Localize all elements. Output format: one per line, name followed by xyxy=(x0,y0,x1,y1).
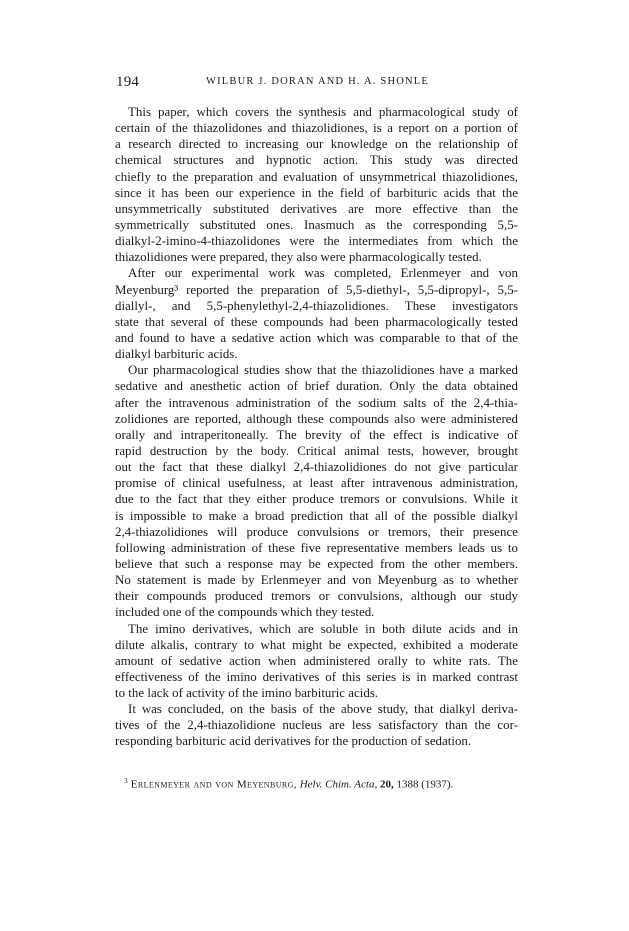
text-line: unsymmetrically substituted derivatives are more effective than the xyxy=(115,201,518,216)
text-line: since it has been our experience in the field of barbituric acids that the xyxy=(115,185,518,200)
text-line: After our experimental work was completed, Erlenmeyer and von xyxy=(128,266,518,281)
text-line: out the fact that these dialkyl 2,4-thiazolidiones do not give particular xyxy=(115,460,518,475)
text-line: dialkyl-2-imino-4-thiazolidones were the intermediates from which the xyxy=(115,234,518,249)
text-line: chemical structures and hypnotic action. This study was directed xyxy=(115,153,518,168)
text-line: dialkyl barbituric acids. xyxy=(115,347,238,362)
text-line: Our pharmacological studies show that the thiazolidiones have a marked xyxy=(128,363,518,378)
text-line: a research directed to increasing our knowledge on the relationship of xyxy=(115,137,518,152)
paragraph xyxy=(115,621,518,702)
text-line: No statement is made by Erlenmeyer and von Meyenburg as to whether xyxy=(115,573,518,588)
footnote-authors: Erlenmeyer and von Meyenburg, xyxy=(130,778,297,791)
footnote-pages-year: 1388 (1937). xyxy=(396,778,454,791)
page-header xyxy=(116,74,516,92)
text-line: chiefly to the preparation and evaluation of unsymmetrical thiazolidiones, xyxy=(115,169,518,184)
paragraph xyxy=(115,362,518,620)
text-line: diallyl-, and 5,5-phenylethyl-2,4-thiazolidiones. These investigators xyxy=(115,298,518,313)
text-line: amount of sedative action when administered orally to white rats. The xyxy=(115,653,518,668)
text-line: state that several of these compounds had been pharmacologically tested xyxy=(115,314,518,329)
text-line: symmetrically substituted ones. Inasmuch as the corresponding 5,5- xyxy=(115,217,518,232)
text-line: tives of the 2,4-thiazolidione nucleus are less satisfactory than the cor- xyxy=(115,718,518,733)
text-line: thiazolidiones were prepared, they also were pharmacologically tested. xyxy=(115,250,482,265)
text-line: effectiveness of the imino derivatives of this series is in marked contrast xyxy=(115,669,518,684)
footnote xyxy=(124,774,518,792)
text-line: their compounds produced tremors or convulsions, although our study xyxy=(115,589,518,604)
paragraph xyxy=(115,104,518,265)
paragraph xyxy=(115,701,518,749)
footnote-mark: 3 xyxy=(124,776,128,785)
paragraph xyxy=(115,265,518,362)
text-line: It was concluded, on the basis of the above study, that dialkyl deriva- xyxy=(128,702,518,717)
text-line: certain of the thiazolidones and thiazolidiones, is a report on a portion of xyxy=(115,121,518,136)
text-line: due to the fact that they either produce tremors or convulsions. While it xyxy=(115,492,518,507)
text-line: rapid destruction by the body. Critical animal tests, however, brought xyxy=(115,443,518,458)
text-line: dilute alkalis, contrary to what might be expected, exhibited a moderate xyxy=(115,637,518,652)
text-line: This paper, which covers the synthesis and pharmacological study of xyxy=(128,105,518,119)
text-line: sedative and anesthetic action of brief duration. Only the data obtained xyxy=(115,379,518,394)
text-line: orally and intraperitoneally. The brevity of the effect is indicative of xyxy=(115,427,518,442)
text-line: responding barbituric acid derivatives for the production of sedation. xyxy=(115,734,472,749)
text-line: promise of clinical usefulness, at least after intravenous administration, xyxy=(115,476,518,491)
text-line: and found to have a sedative action which was comparable to that of the xyxy=(115,330,518,345)
text-line: Meyenburg³ reported the preparation of 5,5-diethyl-, 5,5-dipropyl-, 5,5- xyxy=(115,282,518,297)
text-line: after the intravenous administration of the sodium salts of the 2,4-thia- xyxy=(115,395,518,410)
text-line: to the lack of activity of the imino barbituric acids. xyxy=(115,686,379,701)
running-head: WILBUR J. DORAN AND H. A. SHONLE xyxy=(206,76,430,87)
footnote-journal: Helv. Chim. Acta, xyxy=(299,778,378,791)
body-text xyxy=(115,104,518,750)
text-line: 2,4-thiazolidiones will produce convulsions or tremors, their presence xyxy=(115,524,518,539)
page-number: 194 xyxy=(116,74,140,90)
text-line: is impossible to make a broad prediction that all of the possible dialkyl xyxy=(115,508,518,523)
text-line: The imino derivatives, which are soluble in both dilute acids and in xyxy=(128,621,518,636)
text-line: zolidiones are reported, although these compounds also were administered xyxy=(115,411,518,426)
text-line: included one of the compounds which they tested. xyxy=(115,605,375,620)
text-line: following administration of these five representative members leads us to xyxy=(115,540,518,555)
footnote-volume: 20, xyxy=(379,778,394,791)
text-line: believe that such a response may be expected from the other members. xyxy=(115,556,518,571)
